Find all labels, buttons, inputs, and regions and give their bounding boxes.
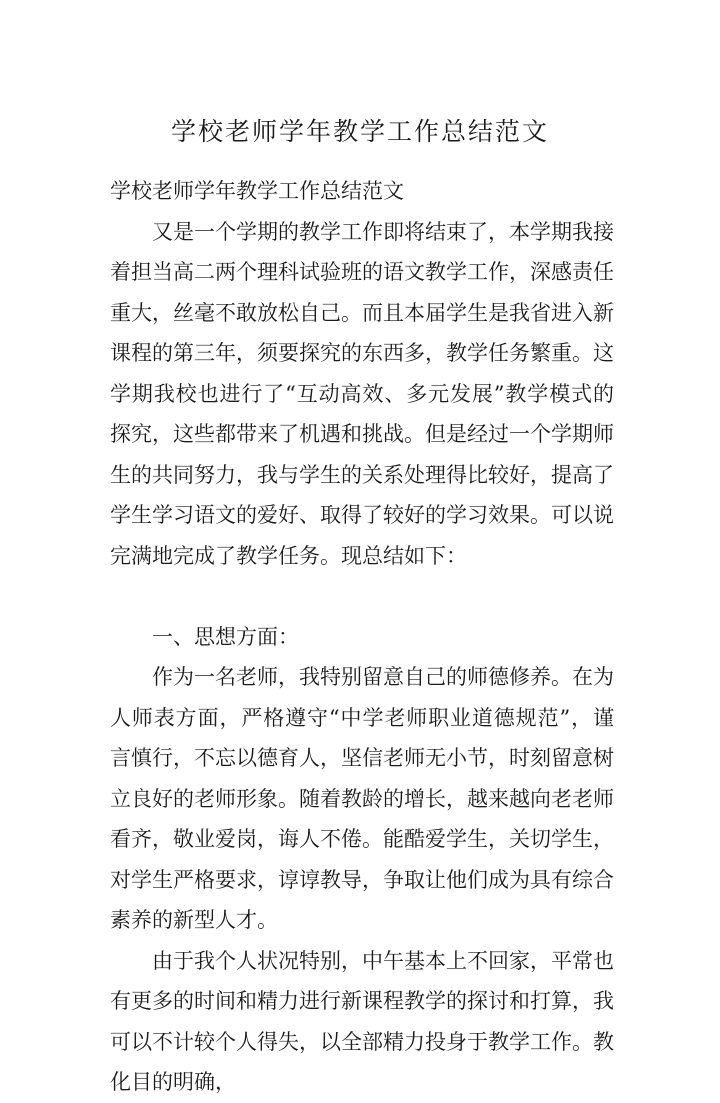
document-title: 学校老师学年教学工作总结范文 [170, 117, 549, 146]
section-heading-thought: 一、思想方面： [152, 624, 299, 649]
paragraph-ethics: 作为一名老师，我特别留意自己的师德修养。在为人师表方面，严格遵守“中学老师职业道德规范”，谨言慎行，不忘以德育人，坚信老师无小节，时刻留意树立良好的老师形象。随着教龄的增长，越来越向老老师看齐，敬业爱岗，诲人不倦。能酷爱学生，关切学生，对学生严格要求，谆谆教导，争取让他们成为具有综合素养的新型人才。 [110, 665, 614, 932]
paragraph-dedication: 由于我个人状况特别，中午基本上不回家，平常也有更多的时间和精力进行新课程教学的探讨和打算，我可以不计较个人得失，以全部精力投身于教学工作。教化目的明确， [110, 948, 614, 1094]
document-body [110, 171, 614, 1103]
paragraph-intro: 又是一个学期的教学工作即将结束了，本学期我接着担当高二两个理科试验班的语文教学工作，深感责任重大，丝毫不敢放松自己。而且本届学生是我省进入新课程的第三年，须要探究的东西多，教学任务繁重。这学期我校也进行了“互动高效、多元发展”教学模式的探究，这些都带来了机遇和挑战。但是经过一个学期师生的共同努力，我与学生的关系处理得比较好，提高了学生学习语文的爱好、取得了较好的学习效果。可以说完满地完成了教学任务。现总结如下： [110, 219, 614, 568]
blank-line [110, 576, 614, 617]
document-subtitle: 学校老师学年教学工作总结范文 [110, 179, 404, 203]
